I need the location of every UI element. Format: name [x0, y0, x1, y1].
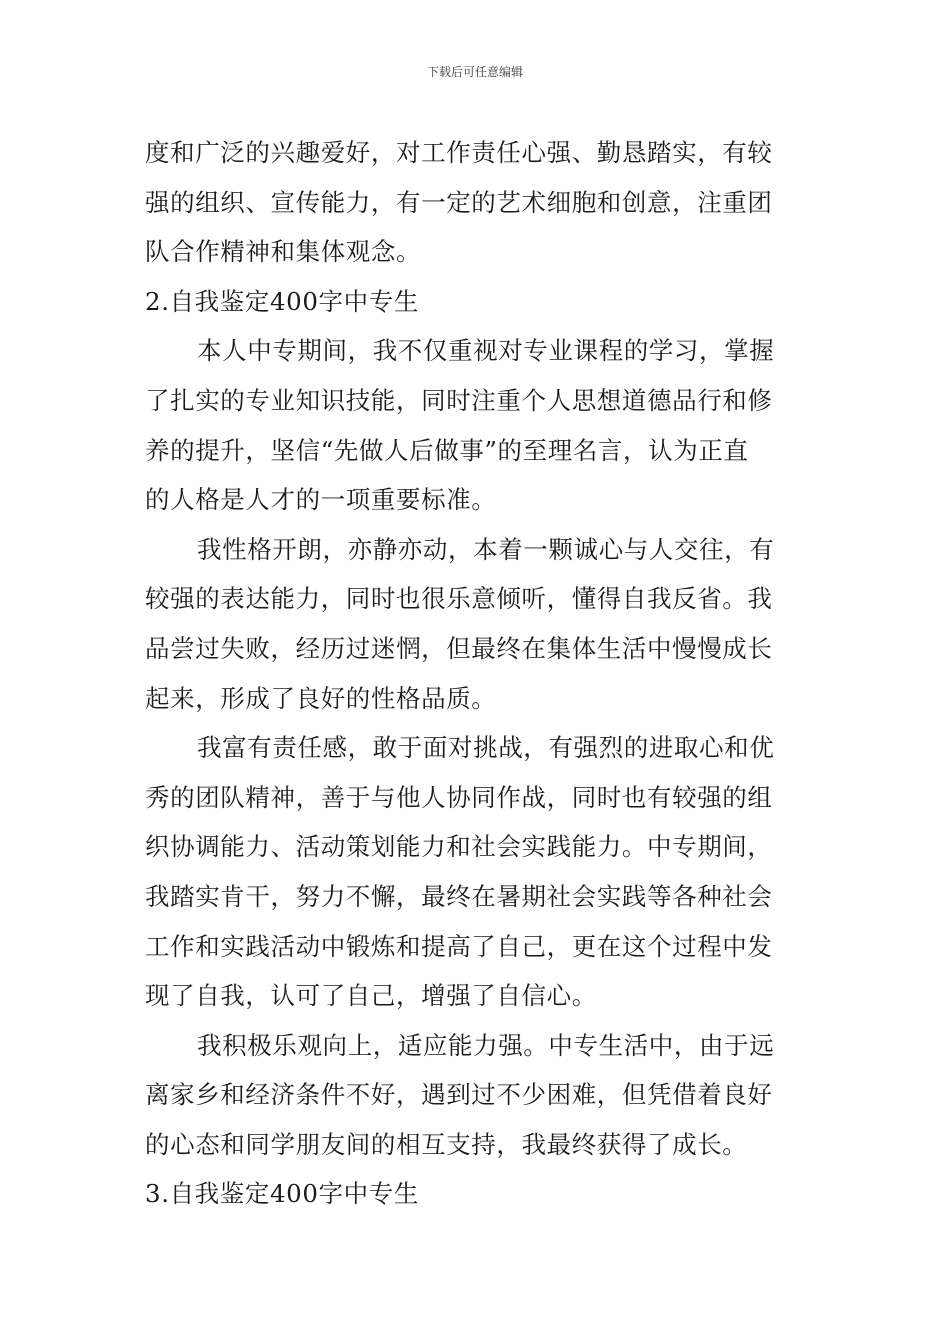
text-line: 秀的团队精神，善于与他人协同作战，同时也有较强的组 — [145, 782, 773, 812]
text-line: 我性格开朗，亦静亦动，本着一颗诚心与人交往，有 — [197, 534, 775, 564]
text-line: 工作和实践活动中锻炼和提高了自己，更在这个过程中发 — [145, 931, 773, 961]
text-line: 2.自我鉴定400字中专生 — [145, 286, 419, 316]
text-line: 养的提升，坚信“先做人后做事”的至理名言，认为正直 — [145, 435, 749, 465]
text-line: 了扎实的专业知识技能，同时注重个人思想道德品行和修 — [145, 385, 773, 415]
text-line: 本人中专期间，我不仅重视对专业课程的学习，掌握 — [197, 336, 775, 366]
text-line: 强的组织、宣传能力，有一定的艺术细胞和创意，注重团 — [145, 187, 773, 217]
text-line: 队合作精神和集体观念。 — [145, 237, 422, 267]
text-line: 较强的表达能力，同时也很乐意倾听，懂得自我反省。我 — [145, 584, 773, 614]
text-line: 的人格是人才的一项重要标准。 — [145, 485, 497, 515]
text-line: 起来，形成了良好的性格品质。 — [145, 683, 497, 713]
text-line: 我富有责任感，敢于面对挑战，有强烈的进取心和优 — [197, 733, 775, 763]
text-line: 度和广泛的兴趣爱好，对工作责任心强、勤恳踏实，有较 — [145, 138, 773, 167]
text-line: 3.自我鉴定400字中专生 — [145, 1179, 419, 1209]
text-line: 我积极乐观向上，适应能力强。中专生活中，由于远 — [197, 1030, 775, 1060]
text-line: 现了自我，认可了自己，增强了自信心。 — [145, 981, 597, 1011]
text-line: 离家乡和经济条件不好，遇到过不少困难，但凭借着良好 — [145, 1080, 773, 1110]
text-line: 的心态和同学朋友间的相互支持，我最终获得了成长。 — [145, 1129, 748, 1159]
document-body — [145, 128, 815, 1219]
text-line: 我踏实肯干，努力不懈，最终在暑期社会实践等各种社会 — [145, 881, 773, 911]
text-line: 品尝过失败，经历过迷惘，但最终在集体生活中慢慢成长 — [145, 633, 773, 663]
text-line: 织协调能力、活动策划能力和社会实践能力。中专期间， — [145, 832, 773, 862]
page-header-note: 下载后可任意编辑 — [426, 65, 523, 79]
